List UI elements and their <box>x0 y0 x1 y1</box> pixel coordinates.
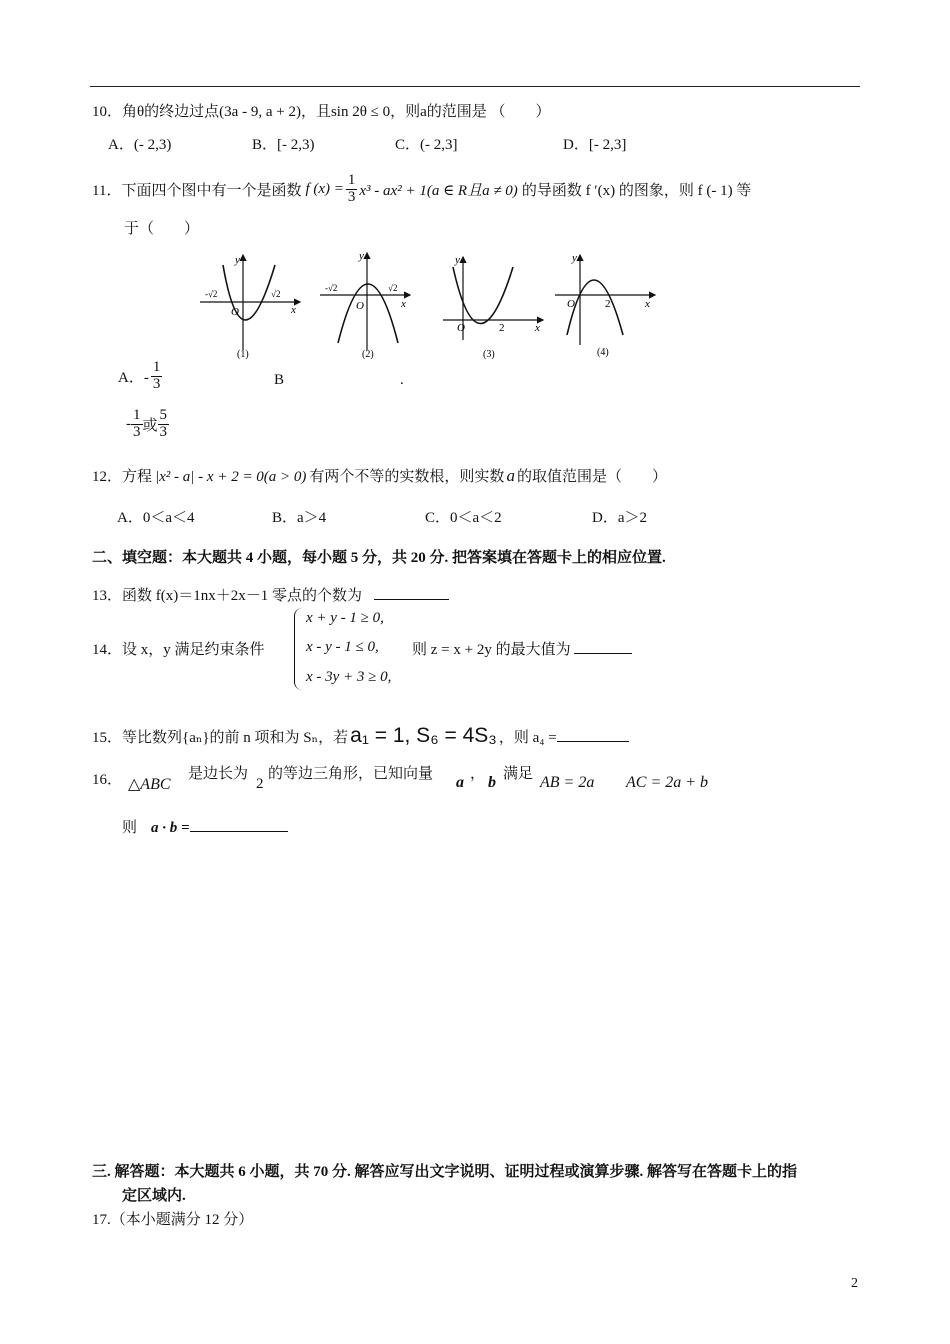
graph-1-y-label: y <box>235 254 240 266</box>
q12-option-c: C．0＜a＜2 <box>425 510 502 526</box>
q12-stem-c: 的取值范围是（ ） <box>516 469 667 485</box>
q16-condition-1: AB = 2a <box>540 774 595 791</box>
q15-condition: a₁ = 1, S₆ = 4S₃ <box>350 724 497 747</box>
q11-extra-frac1 <box>131 408 143 441</box>
q16-triangle: △ABC <box>128 776 171 793</box>
graph-3-x-label: x <box>535 322 540 334</box>
graph-3-y-label: y <box>455 254 460 266</box>
q16-line-2 <box>122 816 288 837</box>
q11-extra-minus: - <box>126 415 131 432</box>
q11-stem <box>92 173 751 206</box>
q16-vector-b: b <box>488 774 496 791</box>
q12-equation: |x² - a| - x + 2 = 0(a > 0) <box>155 469 307 485</box>
q10-option-a: A．(- 2,3) <box>108 137 172 153</box>
q11-extra-num2: 5 <box>159 407 168 423</box>
q11-option-a-label: A．- <box>118 369 149 386</box>
graph-4-caption: (4) <box>597 347 609 358</box>
graph-1-right-root: √2 <box>271 289 281 299</box>
graph-1 <box>200 254 300 360</box>
q11-extra-num1: 1 <box>133 407 141 423</box>
q10-option-c: C．(- 2,3] <box>395 137 458 153</box>
q16-condition-2: AC = 2a + b <box>626 774 709 791</box>
q11-option-a-fraction <box>151 360 163 393</box>
graph-4 <box>555 252 655 358</box>
graph-1-x-label: x <box>291 304 296 316</box>
q11-option-b: B <box>274 372 285 388</box>
graph-1-caption: (1) <box>237 349 249 360</box>
q11-option-a-den: 3 <box>152 375 161 392</box>
graph-2-x-label: x <box>401 298 406 310</box>
q11-fraction <box>346 173 358 206</box>
graph-4-x-label: x <box>645 298 650 310</box>
graph-4-mark: 2 <box>605 298 611 310</box>
q11-extra-den1: 3 <box>133 423 141 440</box>
section-3-heading-line-2: 定区域内. <box>122 1188 186 1204</box>
graph-3 <box>443 254 543 360</box>
q11-func-rhs: x³ - ax² + 1(a ∈ R且a ≠ 0) <box>359 182 518 199</box>
graph-2 <box>320 250 410 360</box>
q12-stem-a: 12．方程 <box>92 469 153 485</box>
q11-frac-den: 3 <box>347 188 356 205</box>
q11-extra-option <box>126 408 169 441</box>
q16-comma: ， <box>470 766 486 782</box>
graph-1-left-root: -√2 <box>205 289 218 299</box>
q14-constraint-3: x - 3y + 3 ≥ 0, <box>306 669 392 685</box>
graph-1-origin: O <box>231 306 239 318</box>
q11-stem-b: 的导函数 f ′(x) 的图象，则 f (- 1) 等 <box>521 182 752 199</box>
graph-2-right-root: √2 <box>388 283 398 293</box>
graph-2-caption: (2) <box>362 349 374 360</box>
q11-stem-c: 于（ ） <box>124 221 200 237</box>
q11-graphs <box>195 245 665 365</box>
q14-constraint-2: x - y - 1 ≤ 0, <box>306 639 379 655</box>
q16-text-1: 是边长为 <box>188 766 249 782</box>
q13 <box>92 584 449 605</box>
q16-text-2: 的等边三角形，已知向量 <box>268 766 434 782</box>
q10-option-b: B．[- 2,3) <box>252 137 315 153</box>
q11-option-a-num: 1 <box>152 359 161 375</box>
q10-stem: 10．角θ的终边过点(3a - 9, a + 2)，且sin 2θ ≤ 0，则a的范围是 （ ） <box>92 104 551 120</box>
graph-2-left-root: -√2 <box>325 283 338 293</box>
graph-4-y-label: y <box>572 252 577 264</box>
q11-extra-den2: 3 <box>159 423 168 440</box>
q16-expression: a · b = <box>151 820 190 836</box>
q15-stem-a: 15．等比数列{aₙ}的前 n 项和为 Sₙ，若 <box>92 730 349 746</box>
q16-line2-text: 则 <box>122 820 138 836</box>
q16-vector-a: a <box>456 774 464 791</box>
q14-stem-b: 则 z = x + 2y 的最大值为 <box>412 642 571 658</box>
page-number: 2 <box>851 1276 858 1291</box>
q13-answer-blank[interactable] <box>374 599 449 600</box>
graph-3-mark: 2 <box>499 322 505 334</box>
q14-answer-blank[interactable] <box>574 653 632 654</box>
q15 <box>92 724 629 748</box>
graph-3-origin: O <box>457 322 465 334</box>
q14-stem-a: 14．设 x，y 满足约束条件 <box>92 642 265 658</box>
q12-option-d: D．a＞2 <box>592 510 647 526</box>
q17-heading: 17.（本小题满分 12 分） <box>92 1212 254 1228</box>
q11-frac-num: 1 <box>347 172 356 188</box>
q12-stem <box>92 465 667 486</box>
q11-func-lhs: f (x) = <box>305 180 344 197</box>
q15-answer-blank[interactable] <box>557 741 629 742</box>
q16-number: 16． <box>92 772 123 788</box>
q11-option-a <box>118 360 162 393</box>
graph-2-origin: O <box>356 300 364 312</box>
graph-3-caption: (3) <box>483 349 495 360</box>
q11-dot: . <box>400 372 404 388</box>
header-rule <box>90 86 860 87</box>
q14-constraint-1: x + y - 1 ≥ 0, <box>306 610 384 626</box>
q11-extra-frac2 <box>158 408 170 441</box>
q14-stem-b-wrap <box>412 638 632 659</box>
graph-2-y-label: y <box>359 250 364 262</box>
q12-var: a <box>506 466 515 485</box>
q12-stem-b: 有两个不等的实数根，则实数 <box>309 469 505 485</box>
q14-brace <box>294 608 305 690</box>
q12-option-b: B．a＞4 <box>272 510 327 526</box>
q16-side-length: 2 <box>256 776 264 792</box>
q10-option-d: D．[- 2,3] <box>563 137 627 153</box>
section-2-heading: 二、填空题：本大题共 4 小题，每小题 5 分，共 20 分. 把答案填在答题卡上的相应位置. <box>92 550 666 566</box>
q16-answer-blank[interactable] <box>190 831 288 832</box>
section-3-heading-line-1: 三. 解答题：本大题共 6 小题，共 70 分. 解答应写出文字说明、证明过程或演算步骤. 解答写在答题卡上的指 <box>92 1164 798 1180</box>
q13-text: 13．函数 f(x)＝1nx＋2x－1 零点的个数为 <box>92 588 362 604</box>
q12-option-a: A．0＜a＜4 <box>117 510 195 526</box>
q15-stem-b: ，则 a₄ = <box>498 730 557 746</box>
graph-4-origin: O <box>567 298 575 310</box>
q11-extra-or: 或 <box>142 417 158 434</box>
q16-text-3: 满足 <box>503 766 534 782</box>
q11-stem-a: 11．下面四个图中有一个是函数 <box>92 182 302 199</box>
